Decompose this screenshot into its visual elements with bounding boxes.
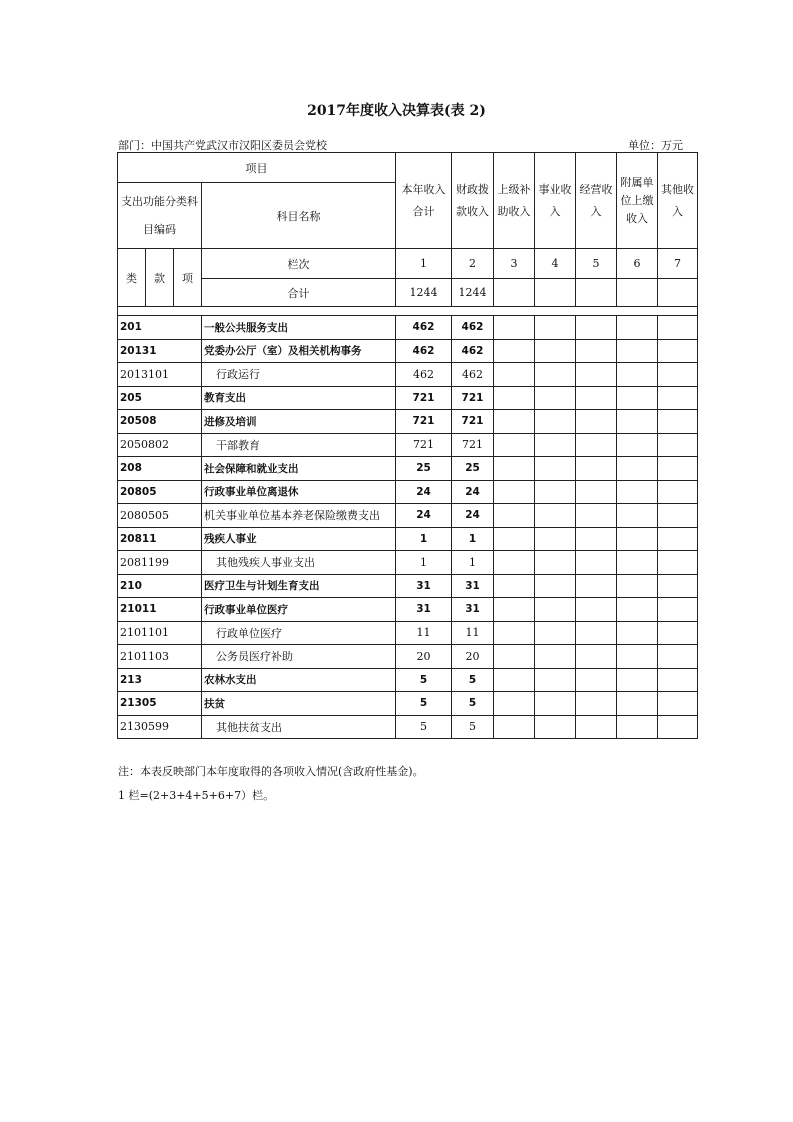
row-total: 462 — [396, 339, 452, 363]
column-number-5: 5 — [576, 249, 617, 279]
table-row — [118, 574, 698, 598]
empty-cell — [617, 316, 658, 340]
row-fiscal: 462 — [452, 363, 494, 387]
table-row — [118, 598, 698, 622]
empty-cell — [658, 363, 698, 387]
empty-cell — [658, 574, 698, 598]
empty-cell — [535, 621, 576, 645]
empty-cell — [658, 527, 698, 551]
empty-cell — [658, 504, 698, 528]
row-name: 行政运行 — [202, 363, 396, 387]
empty-cell — [494, 433, 535, 457]
row-total: 11 — [396, 621, 452, 645]
table-row — [118, 410, 698, 434]
row-name: 行政单位医疗 — [202, 621, 396, 645]
row-total: 1 — [396, 551, 452, 575]
row-total: 5 — [396, 715, 452, 739]
row-total: 24 — [396, 504, 452, 528]
row-name: 党委办公厅（室）及相关机构事务 — [202, 339, 396, 363]
row-total: 31 — [396, 598, 452, 622]
row-fiscal: 1 — [452, 527, 494, 551]
header-subject-name: 科目名称 — [202, 183, 396, 249]
row-fiscal: 24 — [452, 480, 494, 504]
empty-cell — [617, 410, 658, 434]
row-fiscal: 462 — [452, 339, 494, 363]
empty-cell — [617, 386, 658, 410]
row-name: 扶贫 — [202, 692, 396, 716]
empty-cell — [535, 715, 576, 739]
column-number-4: 4 — [535, 249, 576, 279]
row-code: 20508 — [118, 410, 202, 434]
row-total: 5 — [396, 668, 452, 692]
empty-cell — [494, 574, 535, 598]
row-fiscal: 1 — [452, 551, 494, 575]
empty-cell — [535, 504, 576, 528]
row-total: 721 — [396, 410, 452, 434]
empty-cell — [494, 692, 535, 716]
empty-cell — [494, 457, 535, 481]
row-fiscal: 24 — [452, 504, 494, 528]
header-col1: 本年收入合计 — [396, 153, 452, 249]
empty-cell — [617, 527, 658, 551]
empty-cell — [576, 410, 617, 434]
row-name: 社会保障和就业支出 — [202, 457, 396, 481]
note-line-1: 注：本表反映部门本年度取得的各项收入情况(含政府性基金)。 — [118, 765, 424, 778]
empty-cell — [576, 457, 617, 481]
empty-cell — [658, 668, 698, 692]
empty-cell — [535, 433, 576, 457]
empty-cell — [494, 668, 535, 692]
row-total: 25 — [396, 457, 452, 481]
empty-cell — [617, 339, 658, 363]
empty-cell — [576, 480, 617, 504]
row-code: 201 — [118, 316, 202, 340]
table-row — [118, 715, 698, 739]
empty-cell — [658, 692, 698, 716]
empty-cell — [494, 645, 535, 669]
table-row — [118, 386, 698, 410]
row-fiscal: 20 — [452, 645, 494, 669]
empty-cell — [658, 339, 698, 363]
row-code: 20805 — [118, 480, 202, 504]
row-code: 2080505 — [118, 504, 202, 528]
empty-cell — [535, 410, 576, 434]
empty-cell — [658, 551, 698, 575]
header-col7: 其他收入 — [658, 153, 698, 249]
header-col3: 上级补助收入 — [494, 153, 535, 249]
empty-cell — [535, 457, 576, 481]
total-fiscal: 1244 — [452, 279, 494, 307]
empty-cell — [658, 433, 698, 457]
empty-cell — [576, 715, 617, 739]
row-code: 2101103 — [118, 645, 202, 669]
empty-cell — [494, 715, 535, 739]
empty-cell — [494, 480, 535, 504]
empty-cell — [576, 386, 617, 410]
empty-cell — [658, 316, 698, 340]
income-table — [117, 152, 698, 739]
empty-cell — [535, 645, 576, 669]
row-name: 行政事业单位医疗 — [202, 598, 396, 622]
empty-cell — [617, 457, 658, 481]
empty-cell — [535, 480, 576, 504]
page-title: 2017年度收入决算表(表 2) — [307, 103, 486, 119]
empty-cell — [494, 527, 535, 551]
empty-cell — [617, 692, 658, 716]
empty-cell — [535, 598, 576, 622]
empty-cell — [535, 551, 576, 575]
row-code: 20811 — [118, 527, 202, 551]
row-name: 一般公共服务支出 — [202, 316, 396, 340]
header-lanci: 栏次 — [202, 249, 396, 279]
row-fiscal: 721 — [452, 410, 494, 434]
empty-cell — [535, 363, 576, 387]
empty-cell — [617, 551, 658, 575]
empty-cell — [494, 598, 535, 622]
empty-cell — [617, 574, 658, 598]
empty-cell — [576, 574, 617, 598]
column-number-6: 6 — [617, 249, 658, 279]
row-code: 213 — [118, 668, 202, 692]
empty-cell — [494, 386, 535, 410]
empty-cell — [535, 574, 576, 598]
row-fiscal: 31 — [452, 574, 494, 598]
empty-cell — [494, 316, 535, 340]
total-label: 合计 — [202, 279, 396, 307]
table-row — [118, 339, 698, 363]
header-col4: 事业收入 — [535, 153, 576, 249]
row-name: 教育支出 — [202, 386, 396, 410]
row-name: 机关事业单位基本养老保险缴费支出 — [202, 504, 396, 528]
empty-cell — [617, 598, 658, 622]
row-total: 31 — [396, 574, 452, 598]
column-number-2: 2 — [452, 249, 494, 279]
empty-cell — [617, 621, 658, 645]
table-row — [118, 668, 698, 692]
row-total: 1 — [396, 527, 452, 551]
row-code: 210 — [118, 574, 202, 598]
empty-cell — [535, 692, 576, 716]
row-code: 2081199 — [118, 551, 202, 575]
empty-cell — [617, 480, 658, 504]
row-code: 205 — [118, 386, 202, 410]
header-func-code: 支出功能分类科目编码 — [118, 183, 202, 249]
table-row — [118, 504, 698, 528]
empty-cell — [617, 363, 658, 387]
notes — [118, 760, 424, 808]
empty-cell — [617, 504, 658, 528]
row-code: 2013101 — [118, 363, 202, 387]
row-fiscal: 5 — [452, 715, 494, 739]
empty-cell — [494, 504, 535, 528]
empty-cell — [576, 316, 617, 340]
column-number-1: 1 — [396, 249, 452, 279]
empty-cell — [576, 692, 617, 716]
unit-label: 单位：万元 — [628, 139, 683, 152]
empty-cell — [535, 339, 576, 363]
empty-cell — [535, 668, 576, 692]
empty-cell — [494, 410, 535, 434]
empty-cell — [494, 551, 535, 575]
table-row — [118, 551, 698, 575]
empty-cell — [658, 715, 698, 739]
row-fiscal: 5 — [452, 692, 494, 716]
empty-cell — [658, 386, 698, 410]
row-fiscal: 5 — [452, 668, 494, 692]
row-total: 462 — [396, 363, 452, 387]
header-project: 项目 — [118, 153, 396, 183]
header-xiang: 项 — [174, 249, 202, 307]
row-fiscal: 721 — [452, 433, 494, 457]
row-total: 721 — [396, 433, 452, 457]
header-lei: 类 — [118, 249, 146, 307]
empty-cell — [617, 715, 658, 739]
row-fiscal: 31 — [452, 598, 494, 622]
row-name: 医疗卫生与计划生育支出 — [202, 574, 396, 598]
note-line-2: 1 栏=(2+3+4+5+6+7）栏。 — [118, 789, 275, 802]
row-total: 5 — [396, 692, 452, 716]
empty-cell — [658, 410, 698, 434]
empty-cell — [576, 645, 617, 669]
table-row — [118, 527, 698, 551]
row-code: 2130599 — [118, 715, 202, 739]
empty-cell — [576, 363, 617, 387]
empty-cell — [494, 339, 535, 363]
row-fiscal: 11 — [452, 621, 494, 645]
empty-cell — [535, 386, 576, 410]
row-code: 21011 — [118, 598, 202, 622]
empty-cell — [658, 621, 698, 645]
empty-cell — [576, 504, 617, 528]
empty-cell — [576, 668, 617, 692]
empty-cell — [576, 551, 617, 575]
row-total: 721 — [396, 386, 452, 410]
empty-cell — [535, 316, 576, 340]
row-total: 20 — [396, 645, 452, 669]
table-row — [118, 692, 698, 716]
department-label: 部门：中国共产党武汉市汉阳区委员会党校 — [118, 139, 327, 152]
row-code: 20131 — [118, 339, 202, 363]
header-col2: 财政拨款收入 — [452, 153, 494, 249]
column-number-7: 7 — [658, 249, 698, 279]
empty-cell — [658, 480, 698, 504]
empty-cell — [494, 363, 535, 387]
column-number-3: 3 — [494, 249, 535, 279]
row-code: 2101101 — [118, 621, 202, 645]
row-name: 干部教育 — [202, 433, 396, 457]
empty-cell — [658, 645, 698, 669]
row-code: 208 — [118, 457, 202, 481]
table-row — [118, 316, 698, 340]
table-row — [118, 621, 698, 645]
row-total: 24 — [396, 480, 452, 504]
empty-cell — [658, 598, 698, 622]
empty-cell — [617, 668, 658, 692]
empty-cell — [576, 433, 617, 457]
header-col5: 经营收入 — [576, 153, 617, 249]
empty-cell — [576, 621, 617, 645]
empty-cell — [658, 457, 698, 481]
row-code: 2050802 — [118, 433, 202, 457]
header-kuan: 款 — [146, 249, 174, 307]
table-row — [118, 645, 698, 669]
empty-cell — [576, 339, 617, 363]
total-income: 1244 — [396, 279, 452, 307]
row-fiscal: 721 — [452, 386, 494, 410]
table-row — [118, 480, 698, 504]
empty-cell — [576, 598, 617, 622]
empty-cell — [617, 433, 658, 457]
row-total: 462 — [396, 316, 452, 340]
empty-cell — [576, 527, 617, 551]
empty-cell — [535, 527, 576, 551]
row-name: 其他扶贫支出 — [202, 715, 396, 739]
table-row — [118, 457, 698, 481]
row-name: 公务员医疗补助 — [202, 645, 396, 669]
row-name: 残疾人事业 — [202, 527, 396, 551]
empty-cell — [617, 645, 658, 669]
row-code: 21305 — [118, 692, 202, 716]
row-fiscal: 25 — [452, 457, 494, 481]
row-name: 行政事业单位离退休 — [202, 480, 396, 504]
table-row — [118, 363, 698, 387]
row-fiscal: 462 — [452, 316, 494, 340]
table-row — [118, 433, 698, 457]
header-col6: 附属单位上缴收入 — [617, 153, 658, 249]
row-name: 其他残疾人事业支出 — [202, 551, 396, 575]
row-name: 农林水支出 — [202, 668, 396, 692]
row-name: 进修及培训 — [202, 410, 396, 434]
empty-cell — [494, 621, 535, 645]
